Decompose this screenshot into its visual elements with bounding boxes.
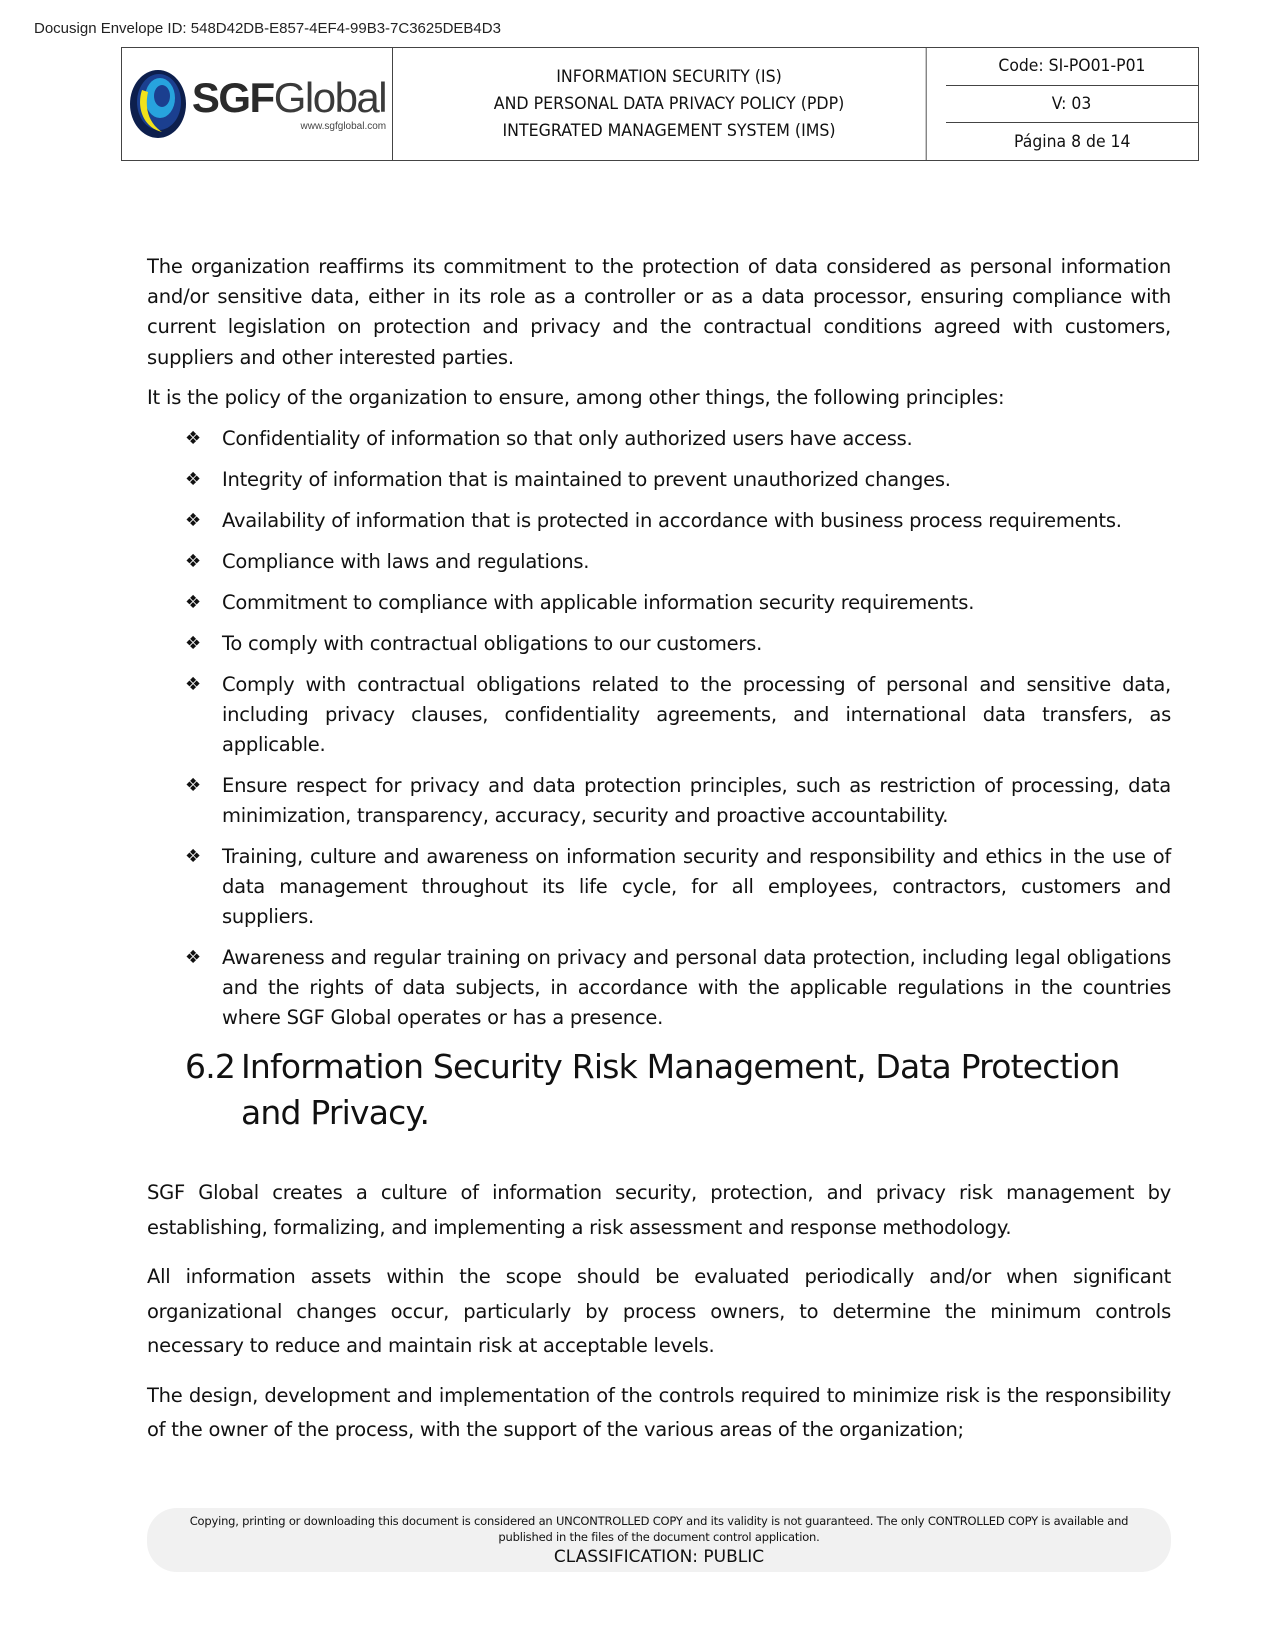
diamond-bullet-icon: ❖ (185, 551, 201, 573)
classification-label: CLASSIFICATION: PUBLIC (553, 1547, 765, 1567)
document-footer (147, 1508, 1171, 1572)
diamond-bullet-icon: ❖ (185, 846, 201, 868)
diamond-bullet-icon: ❖ (185, 674, 201, 696)
logo-wordmark: SGFGlobal (191, 73, 387, 121)
policy-lead-paragraph: It is the policy of the organization to ensure, among other things, the following principles: (147, 385, 1005, 409)
list-item: ❖ Availability of information that is protected in accordance with business process requirements. (147, 506, 1171, 536)
title-line-1: INFORMATION SECURITY (IS) (556, 66, 782, 87)
sgf-global-logo (128, 68, 386, 140)
list-item: ❖ Compliance with laws and regulations. (147, 547, 1171, 577)
section-heading (185, 1044, 1171, 1136)
title-line-2: AND PERSONAL DATA PRIVACY POLICY (PDP) (493, 93, 845, 114)
page-number: Página 8 de 14 (1013, 131, 1131, 152)
diamond-bullet-icon: ❖ (185, 510, 201, 532)
list-item: ❖ Comply with contractual obligations related to the processing of personal and sensitive data, including privacy clauses, confidentiality agreements, and international data transfers, as applicable. (147, 670, 1171, 760)
section-number: 6.2 (185, 1047, 236, 1087)
list-item: ❖ Training, culture and awareness on information security and responsibility and ethics in the use of data management throughout its life cycle, for all employees, contractors, customers and suppliers. (147, 842, 1171, 932)
controls-responsibility-paragraph: The design, development and implementation of the controls required to minimize risk is the responsibility of the owner of the process, with the support of the various areas of the organization; (147, 1383, 1171, 1442)
diamond-bullet-icon: ❖ (185, 469, 201, 491)
document-code: Code: SI-PO01-P01 (946, 48, 1198, 86)
list-item: ❖ To comply with contractual obligations to our customers. (147, 629, 1171, 659)
list-item: ❖ Ensure respect for privacy and data protection principles, such as restriction of processing, data minimization, transparency, accuracy, security and proactive accountability. (147, 771, 1171, 831)
logo-url: www.sgfglobal.com (300, 120, 387, 132)
diamond-bullet-icon: ❖ (185, 633, 201, 655)
logo-cell (122, 48, 393, 160)
principles-list (147, 424, 1171, 1033)
document-title (412, 48, 926, 160)
diamond-bullet-icon: ❖ (185, 428, 201, 450)
sgf-globe-icon (128, 68, 188, 140)
docusign-envelope-id: Docusign Envelope ID: 548D42DB-E857-4EF4-99B3-7C3625DEB4D3 (34, 20, 501, 37)
uncontrolled-copy-notice: Copying, printing or downloading this document is considered an UNCONTROLLED COPY and its validity is not guaranteed. The only CONTROLLED COPY is available and published in the files of the document control application. (189, 1514, 1129, 1544)
diamond-bullet-icon: ❖ (185, 592, 201, 614)
diamond-bullet-icon: ❖ (185, 775, 201, 797)
list-item: ❖ Integrity of information that is maintained to prevent unauthorized changes. (147, 465, 1171, 495)
intro-paragraph: The organization reaffirms its commitment to the protection of data considered as personal information and/or sensitive data, either in its role as a controller or as a data processor, ensuring compliance with current legislation on protection and privacy and the contractual conditions agreed with customers, suppliers and other interested parties. (147, 255, 1171, 369)
list-item: ❖ Awareness and regular training on privacy and personal data protection, including legal obligations and the rights of data subjects, in accordance with the applicable regulations in the countries where SGF Global operates or has a presence. (147, 943, 1171, 1033)
asset-evaluation-paragraph: All information assets within the scope should be evaluated periodically and/or when significant organizational changes occur, particularly by process owners, to determine the minimum controls necessary to reduce and maintain risk at acceptable levels. (147, 1265, 1171, 1358)
document-body (147, 252, 1171, 1463)
title-line-3: INTEGRATED MANAGEMENT SYSTEM (IMS) (502, 120, 836, 141)
diamond-bullet-icon: ❖ (185, 947, 201, 969)
document-meta (946, 48, 1198, 160)
list-item: ❖ Commitment to compliance with applicable information security requirements. (147, 588, 1171, 618)
list-item: ❖ Confidentiality of information so that only authorized users have access. (147, 424, 1171, 454)
risk-culture-paragraph: SGF Global creates a culture of information security, protection, and privacy risk management by establishing, formalizing, and implementing a risk assessment and response methodology. (147, 1181, 1171, 1239)
section-title: Information Security Risk Management, Data Protection and Privacy. (241, 1047, 1120, 1133)
document-version: V: 03 (946, 86, 1198, 124)
document-header-table (121, 47, 1199, 161)
